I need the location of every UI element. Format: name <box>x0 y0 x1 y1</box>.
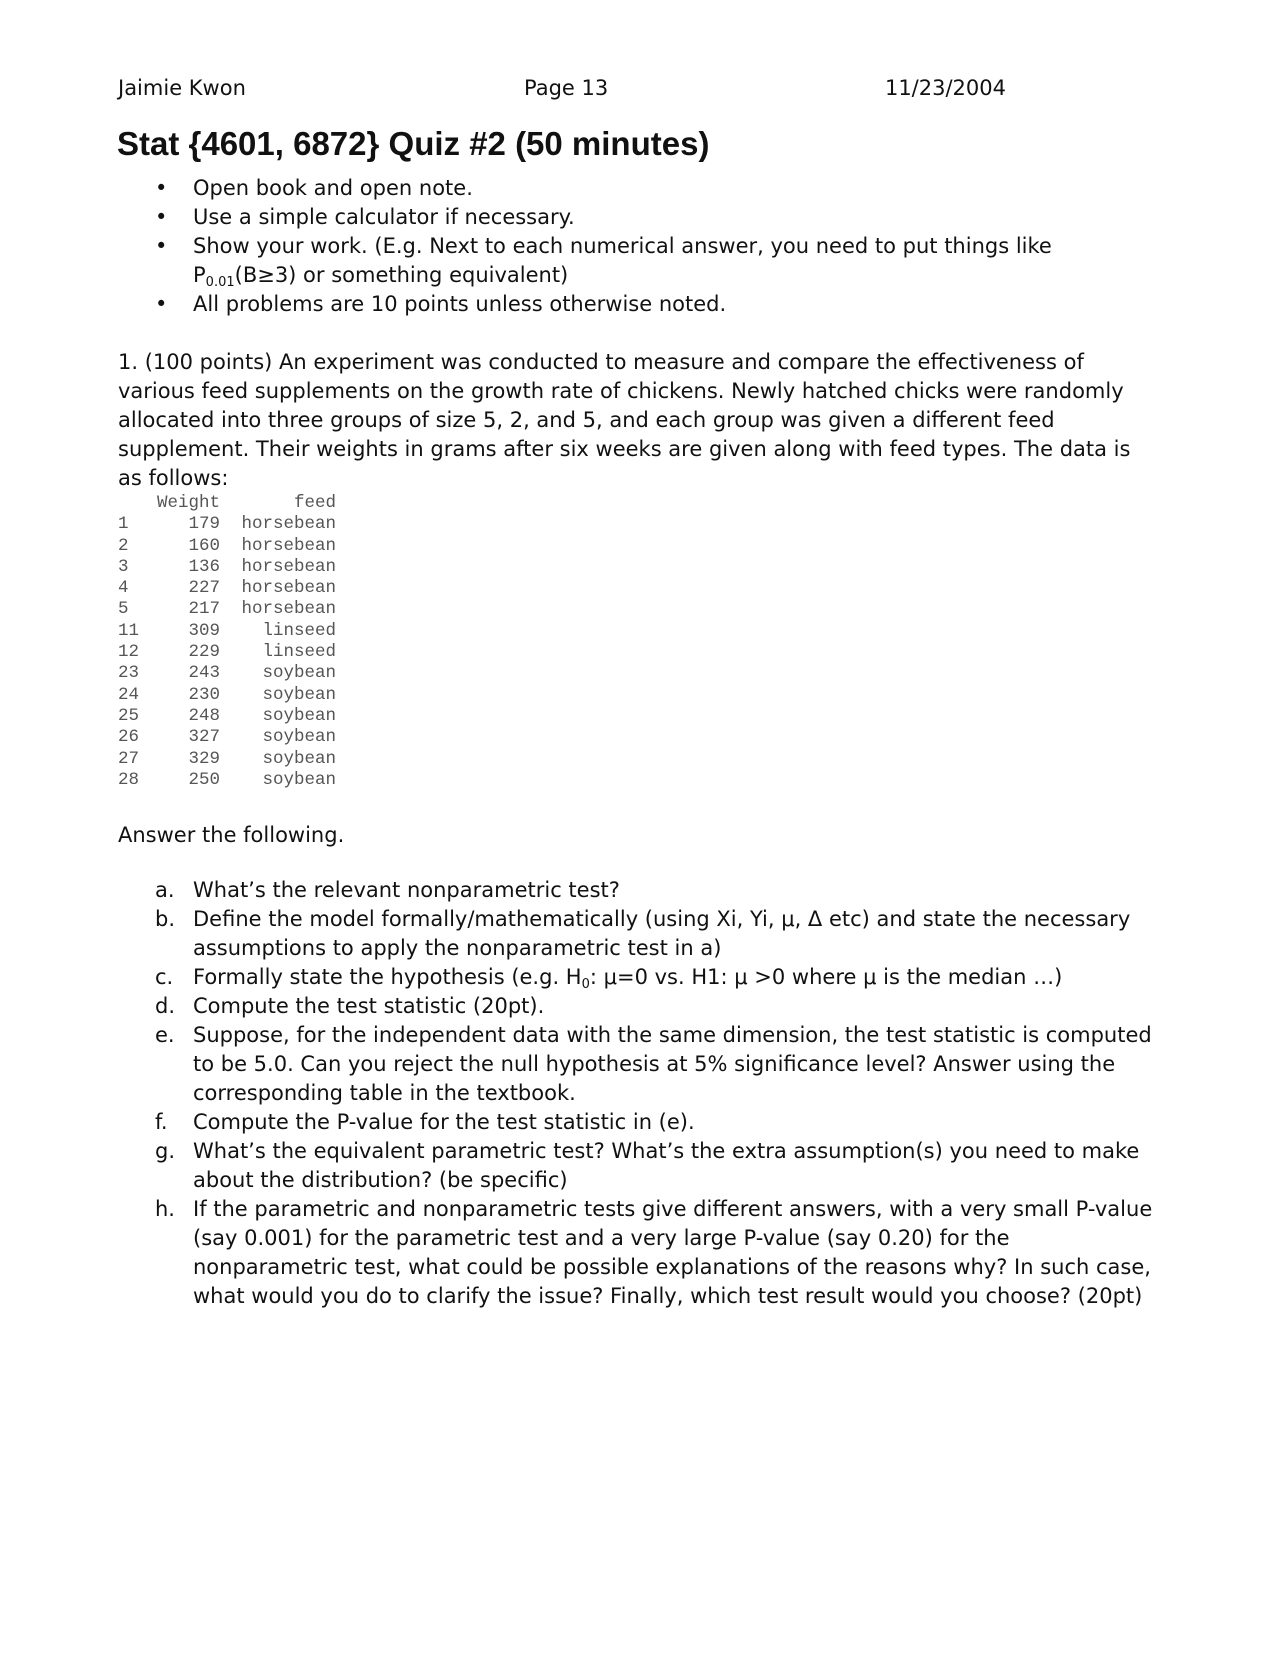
weight-cell: 248 <box>188 705 220 726</box>
question-item <box>118 1021 1163 1108</box>
feed-cell: soybean <box>262 748 336 769</box>
question-text-part: : μ=0 vs. H1: μ >0 where μ is the median …) <box>589 965 1063 989</box>
answer-lead: Answer the following. <box>118 823 345 847</box>
row-id-cell: 24 <box>118 684 140 705</box>
feed-cell: horsebean <box>241 599 336 620</box>
bullet-icon: • <box>155 176 168 200</box>
row-id-cell: 3 <box>118 556 129 577</box>
instruction-item <box>118 290 1158 319</box>
weight-cell: 243 <box>188 663 220 684</box>
weight-column-header: Weight <box>156 493 220 513</box>
header-author: Jaimie Kwon <box>118 76 246 100</box>
header-date: 11/23/2004 <box>884 76 1006 100</box>
data-table-header <box>118 493 336 514</box>
question-text: Suppose, for the independent data with the same dimension, the test statistic is computed to be 5.0. Can you reject the null hypothesis at 5% significance level? Answer using the corresponding table in the textbook. <box>193 1023 1152 1105</box>
data-table-row <box>118 727 336 748</box>
row-id-cell: 11 <box>118 620 140 641</box>
question-label: f. <box>155 1110 168 1134</box>
weight-cell: 250 <box>188 769 220 790</box>
page-header <box>118 74 1006 104</box>
weight-cell: 217 <box>188 599 220 620</box>
data-table-row <box>118 536 336 557</box>
data-table-row <box>118 621 336 642</box>
row-id-cell: 25 <box>118 705 140 726</box>
feed-cell: linseed <box>262 620 336 641</box>
feed-cell: horsebean <box>241 535 336 556</box>
instruction-text <box>193 234 1052 290</box>
data-table-row <box>118 642 336 663</box>
weight-cell: 309 <box>188 620 220 641</box>
row-id-cell: 23 <box>118 663 140 684</box>
questions-list <box>118 876 1163 1311</box>
feed-cell: soybean <box>262 684 336 705</box>
weight-cell: 227 <box>188 578 220 599</box>
row-id-cell: 1 <box>118 514 129 535</box>
question-text: If the parametric and nonparametric tests give different answers, with a very small P-value (say 0.001) for the parametric test and a very large P-value (say 0.20) for the nonparametric test, what could be possible explanations of the reasons why? In such case, what would you do to clarify the issue? Finally, which test result would you choose? (20pt) <box>193 1197 1153 1308</box>
question-text: Define the model formally/mathematically (using Xi, Yi, μ, Δ etc) and state the necessary assumptions to apply the nonparametric test in a) <box>193 907 1131 960</box>
feed-cell: horsebean <box>241 514 336 535</box>
feed-cell: horsebean <box>241 578 336 599</box>
instructions-list <box>118 174 1158 319</box>
instruction-item <box>118 203 1158 232</box>
problem-statement: 1. (100 points) An experiment was conducted to measure and compare the effectiveness of various feed supplements on the growth rate of chickens. Newly hatched chicks were randomly allocated into three groups of size 5, 2, and 5, and each group was given a different feed supplement. Their weights in grams after six weeks are given along with feed types. The data is as follows: <box>118 350 1131 490</box>
question-text: Compute the P-value for the test statistic in (e). <box>193 1110 695 1134</box>
weight-cell: 136 <box>188 556 220 577</box>
data-table-row <box>118 749 336 770</box>
bullet-icon: • <box>155 292 168 316</box>
data-table-row-struck <box>118 770 336 791</box>
instruction-text: Open book and open note. <box>193 176 473 200</box>
instruction-item <box>118 174 1158 203</box>
quiz-title: Stat {4601, 6872} Quiz #2 (50 minutes) <box>117 125 710 162</box>
question-label: d. <box>155 994 176 1018</box>
question-item <box>118 905 1163 963</box>
feed-cell: soybean <box>262 769 336 790</box>
question-label: c. <box>155 965 174 989</box>
question-item <box>118 876 1163 905</box>
instruction-text-part: (B≥3) or something equivalent) <box>234 263 569 287</box>
weight-cell: 229 <box>188 642 220 663</box>
question-item <box>118 1195 1163 1311</box>
row-id-cell: 28 <box>118 769 140 790</box>
instruction-subscript: 0.01 <box>205 275 235 290</box>
data-table-row <box>118 514 336 535</box>
data-table-row <box>118 557 336 578</box>
question-item <box>118 1108 1163 1137</box>
data-table-row <box>118 706 336 727</box>
question-label: e. <box>155 1023 175 1047</box>
feed-cell: soybean <box>262 663 336 684</box>
question-text: Formally state the hypothesis (e.g. H <box>193 965 582 989</box>
instruction-text: Use a simple calculator if necessary. <box>193 205 575 229</box>
row-id-cell: 12 <box>118 642 140 663</box>
question-label: a. <box>155 878 175 902</box>
data-table-row <box>118 578 336 599</box>
data-table-row <box>118 663 336 684</box>
weight-cell: 329 <box>188 748 220 769</box>
data-table <box>118 493 336 791</box>
instruction-item <box>118 232 1158 290</box>
weight-cell: 179 <box>188 514 220 535</box>
feed-cell: linseed <box>262 642 336 663</box>
question-label: h. <box>155 1197 175 1221</box>
instruction-text-part: Show your work. (E.g. Next to each numerical answer, you need to put things like P <box>193 234 1052 287</box>
weight-cell: 160 <box>188 535 220 556</box>
weight-cell: 327 <box>188 727 220 748</box>
row-id-cell: 4 <box>118 578 129 599</box>
question-item <box>118 1137 1163 1195</box>
data-table-row <box>118 599 336 620</box>
question-text: Compute the test statistic (20pt). <box>193 994 545 1018</box>
question-subscript: 0 <box>581 977 590 992</box>
instruction-text: All problems are 10 points unless otherwise noted. <box>193 292 727 316</box>
question-item <box>118 992 1163 1021</box>
question-label: b. <box>155 907 176 931</box>
question-text: What’s the relevant nonparametric test? <box>193 878 620 902</box>
bullet-icon: • <box>155 234 168 258</box>
row-id-cell: 2 <box>118 535 129 556</box>
question-text: What’s the equivalent parametric test? What’s the extra assumption(s) you need to make about the distribution? (be specific) <box>193 1139 1140 1192</box>
feed-column-header: feed <box>293 493 336 513</box>
question-item <box>118 963 1163 992</box>
row-id-cell: 26 <box>118 727 140 748</box>
feed-cell: horsebean <box>241 556 336 577</box>
feed-cell: soybean <box>262 727 336 748</box>
feed-cell: soybean <box>262 705 336 726</box>
header-page-number: Page 13 <box>524 76 609 100</box>
data-table-row <box>118 685 336 706</box>
weight-cell: 230 <box>188 684 220 705</box>
question-label: g. <box>155 1139 176 1163</box>
bullet-icon: • <box>155 205 168 229</box>
row-id-cell: 5 <box>118 599 129 620</box>
row-id-cell: 27 <box>118 748 140 769</box>
